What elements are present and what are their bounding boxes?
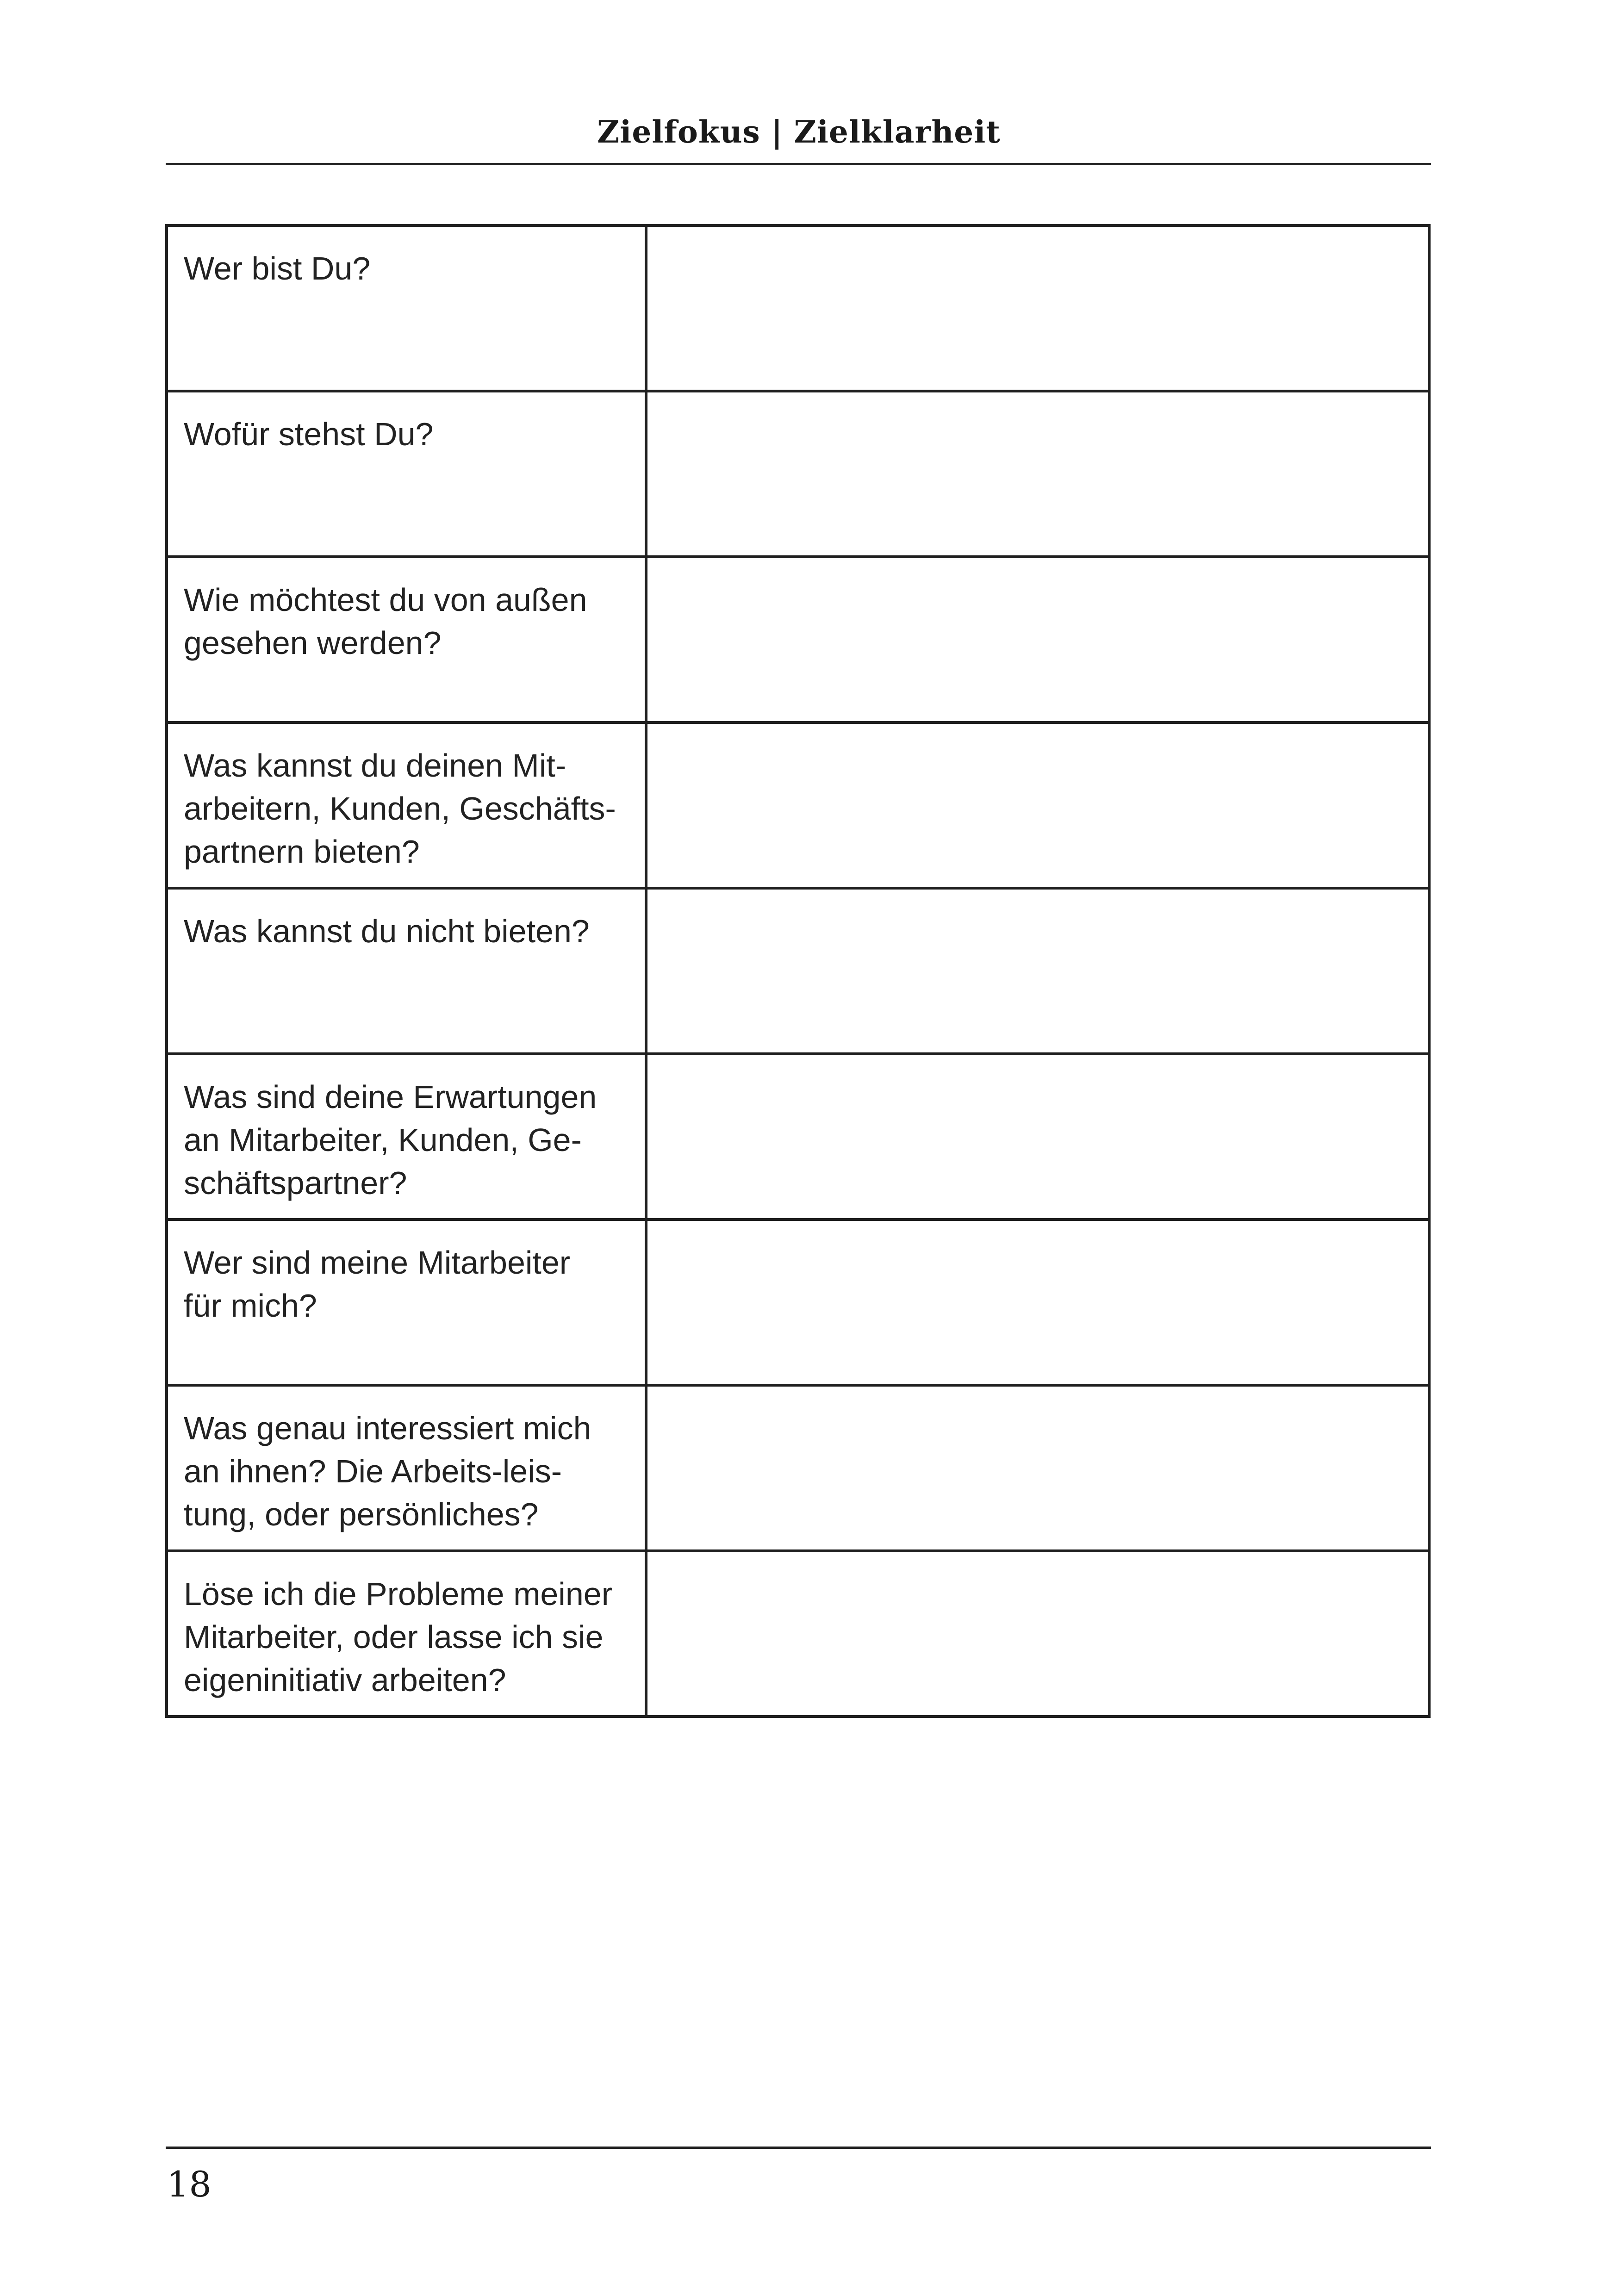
answer-cell[interactable] [646, 1385, 1429, 1551]
question-cell [167, 225, 646, 391]
table-row [167, 557, 1429, 722]
table-row [167, 1385, 1429, 1551]
worksheet-table [165, 224, 1431, 1718]
answer-cell[interactable] [646, 557, 1429, 722]
answer-cell[interactable] [646, 1551, 1429, 1717]
table-row [167, 1054, 1429, 1220]
table-row [167, 1551, 1429, 1717]
answer-cell[interactable] [646, 888, 1429, 1054]
question-text: Wofür stehst Du? [184, 416, 434, 452]
question-cell [167, 1551, 646, 1717]
table-row [167, 225, 1429, 391]
question-cell [167, 1220, 646, 1385]
question-text: Löse ich die Probleme meiner Mitarbeiter, oder lasse ich sie eigeninitiativ arbeiten? [184, 1576, 613, 1698]
answer-cell[interactable] [646, 391, 1429, 557]
header-divider [166, 163, 1431, 165]
question-text: Wie möchtest du von außen gesehen werden? [184, 582, 587, 661]
question-text: Was sind deine Erwartungen an Mitarbeiter, Kunden, Ge- schäftspartner? [184, 1079, 597, 1201]
question-cell [167, 722, 646, 888]
table-row [167, 722, 1429, 888]
table-row [167, 391, 1429, 557]
question-cell [167, 1385, 646, 1551]
question-text: Was genau interessiert mich an ihnen? Die Arbeits-leis- tung, oder persönliches? [184, 1410, 591, 1532]
answer-cell[interactable] [646, 1220, 1429, 1385]
question-cell [167, 557, 646, 722]
answer-cell[interactable] [646, 1054, 1429, 1220]
answer-cell[interactable] [646, 225, 1429, 391]
question-text: Was kannst du nicht bieten? [184, 913, 590, 949]
running-header-title: Zielfokus | Zielklarheit [597, 114, 1001, 150]
question-cell [167, 888, 646, 1054]
question-text: Wer bist Du? [184, 250, 371, 286]
page-number: 18 [167, 2164, 212, 2205]
question-text: Was kannst du deinen Mit- arbeitern, Kunden, Geschäfts- partnern bieten? [184, 747, 616, 870]
table-row [167, 1220, 1429, 1385]
answer-cell[interactable] [646, 722, 1429, 888]
table-row [167, 888, 1429, 1054]
question-cell [167, 391, 646, 557]
footer-divider [166, 2147, 1431, 2149]
question-text: Wer sind meine Mitarbeiter für mich? [184, 1244, 571, 1324]
question-cell [167, 1054, 646, 1220]
